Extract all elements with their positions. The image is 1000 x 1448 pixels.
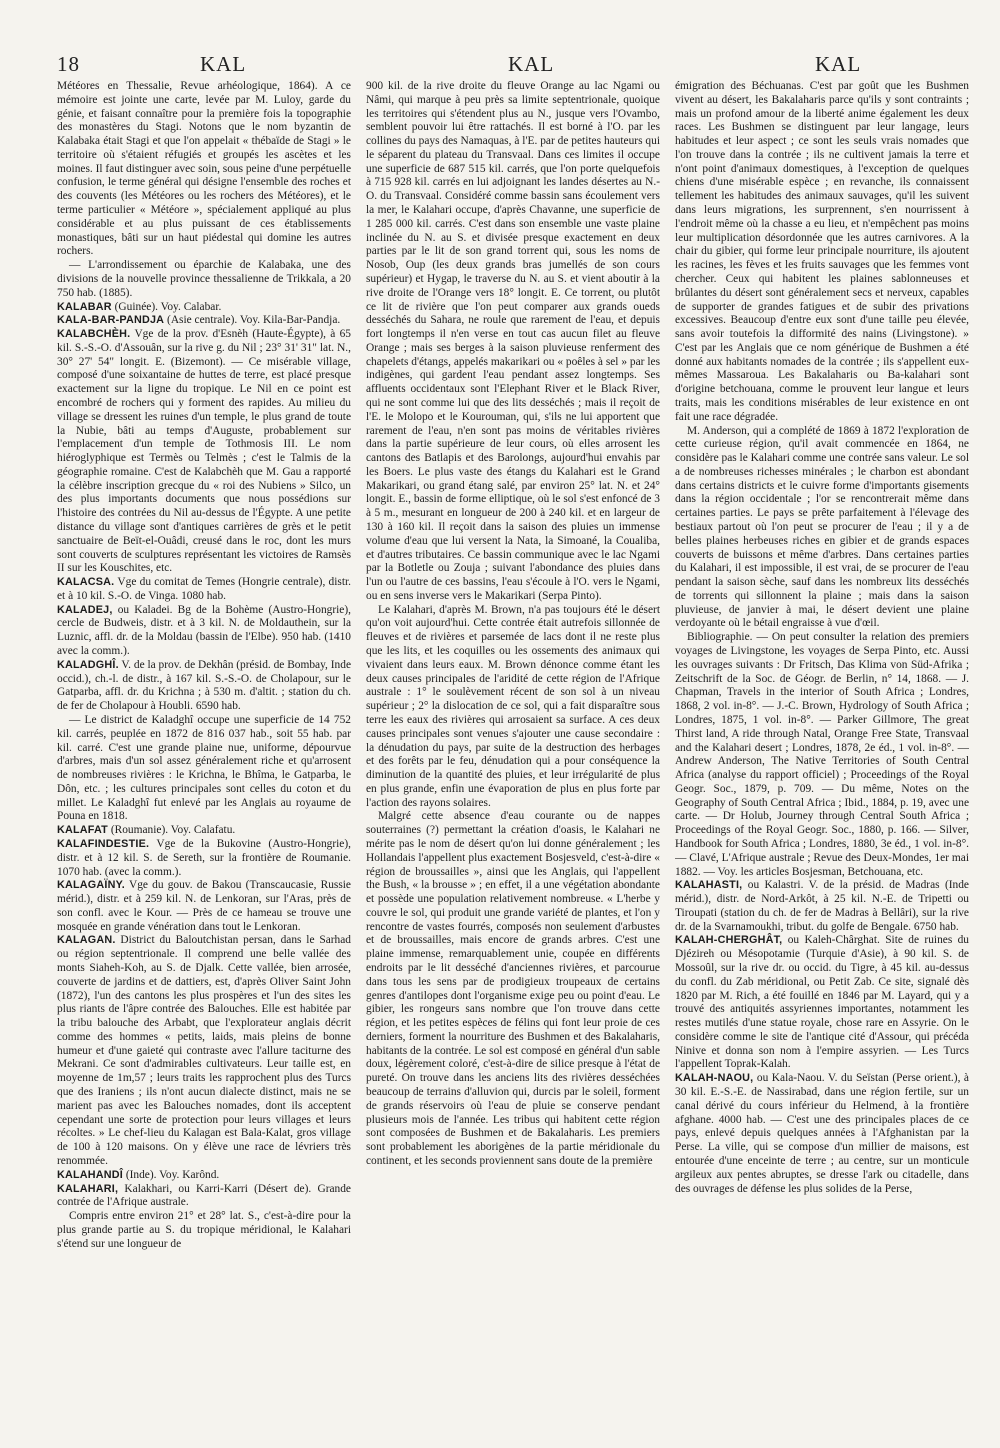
entry-headword: KALADEJ, [57,603,113,616]
entry-headword: KALABAR [57,300,112,313]
dictionary-entry [57,314,351,328]
paragraph [57,714,351,824]
paragraph [57,80,351,259]
entry-text: — L'arrondissement ou éparchie de Kalabaka, une des divisions de la nouvelle province thessalienne de Trikkala, a 20 750 hab. (1885). [57,259,351,299]
entry-headword: KALAFAT [57,824,108,837]
entry-headword: KALAHASTI, [675,879,743,892]
entry-text: Vge du gouv. de Bakou (Transcaucasie, Russie mérid.), distr. et à 259 kil. N. de Lenkoran, sur l'Aras, près de son confl. avec le Kour. — Près de ce hameau se trouve une mosquée en grande vénération dans tout le Lenkoran. [57,879,351,933]
entry-text: Compris entre environ 21° et 28° lat. S., c'est-à-dire pour la plus grande partie au S. du tropique méridional, le Kalahari s'étend sur une longueur de [57,1210,351,1250]
dictionary-entry [675,1072,969,1196]
entry-text: Kalakhari, ou Karri-Karri (Désert de). Grande contrée de l'Afrique australe. [57,1182,351,1209]
entry-text: District du Baloutchistan persan, dans le Sarhad ou région septentrionale. Il comprend une belle vallée des monts Siaheh-Koh, au S. de Djalk. Cette vallée, bien arrosée, couverte de jardins et de dattiers, est, d'après Oliver Saint John (1872), l'un des cantons les plus prospères et l'un des sites les plus riants de l'âpre contrée des Balouches. Elle est habitée par la tribu balouche des Arbabt, que l'explorateur anglais décrit comme des hommes « petits, laids, mais pleins de bonne humeur et d'une gaieté qui contraste avec l'allure taciturne des Mekrani. Ce sont d'admirables cultivateurs. Leur taille est, en moyenne de 1m,57 ; leurs traits les rapprochent plus des Turcs que des Iraniens ; ils n'ont aucun dialecte distinct, mais ne se marient pas avec les Balouches nomades, dont ils acceptent cependant une sorte de protection pour leurs villages et leurs récoltes. » Le chef-lieu du Kalagan est Bala-Kalat, gros village de 100 à 120 maisons. On y élève une race de lévriers très renommée. [57,934,351,1167]
text-column-1 [57,80,351,1420]
paragraph [57,1210,351,1251]
entry-text: V. de la prov. de Dekhân (présid. de Bombay, Inde occid.), ch.-l. de distr., à 167 kil. S.-S.-O. de Cholapour, sur le Gatparba, affl. dr. du Krichna ; à 530 m. d'altit. ; station du ch. de fer de Cholapour à Houbli. 6590 hab. [57,658,351,713]
paragraph [675,80,969,425]
dictionary-entry [57,879,351,934]
entry-headword: KALAH-CHERGHÂT, [675,934,783,947]
paragraph [366,80,660,604]
paragraph [675,425,969,632]
entry-text: Vge du comitat de Temes (Hongrie centrale), distr. et à 10 kil. S.-O. de Vinga. 1080 hab. [57,576,351,602]
running-head-right: KAL [815,52,862,76]
entry-text: (Guinée). Voy. Calabar. [111,300,222,313]
entry-text: — Le district de Kaladghî occupe une superficie de 14 752 kil. carrés, peuplée en 1872 de 816 037 hab., soit 55 hab. par kil. carré. C'est une grande plaine nue, uniforme, dépourvue d'arbres, mais d'un sol assez généralement riche et qu'arrosent de nombreuses rivières : le Krichna, le Bhîma, le Gatparba, le Dôn, etc. ; les cultures principales sont celles du coton et du millet. Le Kaladghî fut enlevé par les Anglais au royaume de Pouna en 1818. [57,713,351,823]
entry-text: ou Kaladei. Bg de la Bohème (Austro-Hongrie), cercle de Budweis, distr. et à 3 kil. N. de Moldauthein, sur la Luznic, affl. dr. de la Moldau (bassin de l'Elbe). 950 hab. (1410 avec la comm.). [57,603,351,658]
dictionary-entry [57,301,351,315]
entry-text: Vge de la Bukovine (Austro-Hongrie), distr. et à 12 kil. S. de Sereth, sur la frontière de Roumanie. 1070 hab. (avec la comm.). [57,837,351,878]
entry-text: Bibliographie. — On peut consulter la relation des premiers voyages de Livingstone, les voyages de Serpa Pinto, etc. Aussi les ouvrages suivants : Dr Fritsch, Das Klima von Süd-Afrika ; Zeitschrift de la Soc. de Géogr. de Berlin, n° 14, 1868. — J. Chapman, Travels in the interior of South Africa ; Londres, 1868, 2 vol. in-8°. — J.-C. Brown, Hydrology of South Africa ; Londres, 1875, 1 vol. in-8°. — Parker Gillmore, The great Thirst land, A ride through Natal, Orange Free State, Transvaal and the Kalahari desert ; Londres, 1878, 2e éd., 1 vol. in-8°. — Andrew Anderson, The Native Territories of South Central Africa (analyse du rapport officiel) ; Proceedings of the Royal Geogr. Soc., 1879, p. 709. — Du même, Notes on the Geography of South Central Africa ; Ibid., 1884, p. 19, avec une carte. — Dr Holub, Journey through Central South Africa ; Proceedings of the Royal Geogr. Soc., 1880, p. 166. — Silver, Handbook for South Africa ; Londres, 1880, 3e éd., 1 vol. in-8°. — Clavé, L'Afrique australe ; Revue des Deux-Mondes, 1er mai 1882. — Voy. les articles Bosjesman, Betchouana, etc. [675,631,969,878]
dictionary-entry [57,1183,351,1211]
paragraph [366,604,660,811]
paragraph [366,810,660,1168]
entry-headword: KALADGHÎ. [57,658,119,671]
dictionary-entry [57,328,351,576]
dictionary-entry [57,576,351,604]
paragraph [675,631,969,879]
dictionary-entry [57,1169,351,1183]
text-column-3 [675,80,969,1420]
entry-headword: KALAHANDÎ [57,1168,123,1181]
entry-text: Météores en Thessalie, Revue arhéologique, 1864). A ce mémoire est jointe une carte, levée par M. Luloy, garde du génie, et faisant connaître pour la première fois la topographie des monastères du Stagi. Notons que le nom byzantin de Kalabaka était Stagi et que l'on appelait « thébaïde de Stagi » le territoire où s'étaient réfugiés et groupés les ascètes et les moines. Il faut distinguer avec soin, sous peine d'une perpétuelle confusion, le terme général qui désigne l'ensemble des roches et des couvents (les Météores ou les rochers des Météores), et le terme particulier « Météore », spécialement appliqué au plus considérable et au plus puissant de ces établissements monastiques, bâti sur un haut piédestal qui domine les autres rochers. [57,80,351,258]
dictionary-entry [57,604,351,659]
entry-text: ou Kalastri. V. de la présid. de Madras (Inde mérid.), distr. de Nord-Arkôt, à 25 kil. N.-E. de Tripetti ou Tiroupati (station du ch. de fer de Madras à Bellâri), sur la rive dr. de la Svarnamoukhi, tribut. du golfe de Bengale. 6750 hab. [675,879,969,933]
entry-headword: KALABCHÈH. [57,328,131,341]
entry-text: Le Kalahari, d'après M. Brown, n'a pas toujours été le désert qu'on voit aujourd'hui. Cette contrée était autrefois sillonnée de fleuves et de rivières et parsemée de lacs dont il ne reste plus que les lits, et les coquilles ou les ossements des animaux qui vivaient dans leurs eaux. M. Brown dénonce comme étant les deux causes principales de l'aridité de cette région de l'Afrique australe : 1° le soulèvement récent de son sol à un niveau supérieur ; 2° la dislocation de ce sol, qui a fait disparaître sous terre les eaux des rivières qui arrosaient sa surface. A ces deux causes principales sont venues s'ajouter une cause secondaire : la dénudation du pays, par suite de la destruction des herbages et des forêts par le feu, dénudation qui a pour conséquence la diminution de la quantité des pluies, et leur irrégularité de plus en plus grande, enfin une évaporation de plus en plus forte par l'action des rayons solaires. [366,603,660,809]
entry-text: M. Anderson, qui a complété de 1869 à 1872 l'exploration de cette curieuse région, qu'il avait commencée en 1864, ne considère pas le Kalahari comme une contrée sans valeur. Le sol a de nombreuses richesses minérales ; le charbon est abondant dans certains districts et le cuivre forme d'importants gisements dans la région occidentale ; l'or se rencontrerait même dans certaines parties. Le pays se prête parfaitement à l'élevage des bestiaux partout où l'on peut se procurer de l'eau ; il y a de belles plaines herbeuses riches en gibier et de grands espaces couverts de buissons et même d'arbres. Dans certaines parties du Kalahari, il est impossible, il est vrai, de se procurer de l'eau pendant la saison sèche, sauf dans les nombreux lits desséchés de torrents qui sillonnent la plaine ; mais dans la saison pluvieuse, de janvier à mai, le désert devient une plaine verdoyante où le bétail engraisse à vue d'œil. [675,424,969,630]
page-number: 18 [57,52,80,76]
entry-headword: KALAHARI, [57,1182,119,1195]
entry-text: Malgré cette absence d'eau courante ou de nappes souterraines (?) permettant la création d'oasis, le Kalahari ne mérite pas le nom de désert qu'on lui donne généralement ; les Hollandais l'appellent plus exactement Bosjesveld, c'est-à-dire « région de broussailles », ainsi que les Anglais, qui l'appellent the Bush, « la brousse » ; en effet, il a une végétation abondante et possède une population relativement nombreuse. « L'herbe y couvre le sol, qui produit une grande variété de plantes, et l'on y rencontre de vastes fourrés, composés non seulement d'arbustes et de broussailles, mais encore de grands arbres. C'est une plaine immense, remarquablement unie, coupée en différents endroits par le lit desséché d'anciennes rivières, et parcourue dans tous les sens par de prodigieux troupeaux de certains genres d'antilopes dont l'organisme exige peu ou point d'eau. Le gibier, les rongeurs sans nombre que l'on trouve dans cette région, et les petites espèces de félins qui font leur proie de ces derniers, forment la nourriture des Bushmen et des Bakalaharis, habitants de la contrée. Le sol est composé en général d'un sable doux, légèrement coloré, c'est-à-dire de silice presque à l'état de pureté. On trouve dans les anciens lits des rivières desséchées beaucoup de terrains d'alluvion qui, durcis par le soleil, forment de grands réservoirs où l'eau de pluie se conserve pendant plusieurs mois de l'année. Les tribus qui habitent cette région sont composées de Bushmen et de Bakalaharis. Les premiers sont probablement les aborigènes de la partie méridionale du continent, et les seconds proviennent sans doute de la première [366,810,660,1167]
dictionary-entry [57,934,351,1168]
entry-text: ou Kaleh-Chârghat. Site de ruines du Djézireh ou Mésopotamie (Turquie d'Asie), à 90 kil. S. de Mossoûl, sur la rive dr. ou occid. du Tigre, à 45 kil. au-dessus du confl. du Zab méridional, ou Petit Zab. Ce site, signalé dès 1820 par M. Rich, a été fouillé en 1846 par M. Layard, qui y a trouvé des antiquités assyriennes importantes, notamment les restes mutilés d'une statue royale, chose rare en Assyrie. On le considère comme le site de l'antique cité d'Assour, qui précéda Ninive et donna son nom à l'empire assyrien. — Les Turcs l'appellent Toprak-Kalah. [675,934,969,1071]
entry-headword: KALACSA. [57,576,115,589]
paragraph [57,259,351,300]
entry-text: émigration des Béchuanas. C'est par goût que les Bushmen vivent au désert, les Bakalaharis parce qu'ils y sont contraints ; mais un profond amour de la liberté anime également les deux races. Les Bushmen se distinguent par leur langage, leurs habitudes et leur aspect ; ce sont les seuls vrais nomades que l'on trouve dans la contrée ; ils ne cultivent jamais la terre et n'ont point d'animaux domestiques, à l'exception de quelques chiens d'une misérable espèce ; en revanche, ils connaissent tellement les habitudes des animaux sauvages, qu'il les suivent dans leurs migrations, les surprennent, s'en nourrissent à l'endroit même où la chasse a eu lieu, et n'empêchent pas moins leur multiplication désordonnée que les autres carnivores. A la chair du gibier, qui forme leur principale nourriture, ils ajoutent les racines, les fèves et les fruits sauvages que les femmes vont chercher. Ceux qui habitent les plaines sablonneuses et brûlantes du désert sont généralement secs et nerveux, capables de supporter de grandes fatigues et de subir des privations excessives. Beaucoup d'entre eux sont d'une taille peu élevée, sans avoir toutefois la difformité des nains (Livingstone). » C'est par les Anglais que ce nom générique de Bushmen a été donné aux habitants nomades de la contrée ; ils s'appellent eux-mêmes Massaroua. Les Bakalaharis ou Ba-kalahari sont d'origine betchouana, comme le prouvent leur langue et leurs traits, mais les conditions misérables de leur existence en ont fait une race dégradée. [675,80,969,423]
running-head-center: KAL [508,52,555,76]
entry-headword: KALAH-NAOU, [675,1072,754,1085]
dictionary-entry [675,879,969,934]
entry-text: Vge de la prov. d'Esnèh (Haute-Égypte), à 65 kil. S.-S.-O. d'Assouân, sur la rive g. du Nil ; 23° 31' 31" lat. N., 30° 27' 54" longit. E. (Bizemont). — Ce misérable village, composé d'une soixantaine de huttes de terre, est placé presque exactement sur la ligne du tropique. Le Nil en ce point est encombré de rochers qui y forment des rapides. Au milieu du village se dressent les ruines d'un temple, le plus grand de toute la Nubie, bâti au temps d'Auguste, probablement sur l'emplacement d'un temple de Tothmosis III. Le nom hiéroglyphique est Termès ou Telmès ; c'est le Talmis de la géographie romaine. C'est de Kalabchèh que M. Gau a rapporté la célèbre inscription grecque du « roi des Nubiens » Silco, un des plus importants documents que nous possédions sur l'histoire des contrées du Nil au-dessus de l'Égypte. A une petite distance du village sont d'antiques carrières de grès et le petit sanctuaire de Beït-el-Ouâdi, creusé dans le roc, dont les murs sont couverts de sculptures représentant les victoires de Ramsès II sur les Kouschites, etc. [57,328,351,575]
entry-text: (Asie centrale). Voy. Kila-Bar-Pandja. [164,314,341,327]
text-column-2 [366,80,660,1420]
running-head-left: KAL [200,52,247,76]
dictionary-entry [675,934,969,1072]
entry-headword: KALAGAN. [57,934,116,947]
entry-headword: KALA-BAR-PANDJA [57,314,165,327]
entry-headword: KALAFINDESTIE. [57,837,150,850]
entry-text: ou Kala-Naou. V. du Seïstan (Perse orient.), à 30 kil. E.-S.-E. de Nassirabad, dans une région fertile, sur un canal dérivé du cours inférieur du Helmend, à la frontière afghane. 4000 hab. — C'est une des principales places de ce pays, enlevé depuis quelques années à l'Afghanistan par la Perse. La ville, qui se compose d'un millier de maisons, est entourée d'une enceinte de terre ; au centre, sur un monticule argileux aux pentes abruptes, se dresse l'ark ou citadelle, dans des ouvrages de défense les plus solides de la Perse, [675,1072,969,1195]
dictionary-entry [57,659,351,714]
dictionary-entry [57,824,351,838]
entry-headword: KALAGAÏNY. [57,879,125,892]
dictionary-entry [57,838,351,879]
entry-text: 900 kil. de la rive droite du fleuve Orange au lac Ngami ou Nâmi, qui marque à peu près sa limite septentrionale, quoique les territoires qui s'étendent plus au N., jusque vers l'Ovambo, semblent pouvoir lui être rattachés. Il est borné à l'O. par les collines du pays des Namaquas, à l'E. par de petites hauteurs qui le séparent du plateau du Transvaal. Dans ces limites il occupe une superficie de 687 515 kil. carrés, que l'on porte quelquefois à 715 928 kil. carrés en lui adjoignant les landes désertes au N.-O. du Transvaal. Considéré comme bassin sans écoulement vers la mer, le Kalahari occupe, d'après Chavanne, une superficie de 1 285 000 kil. carrés. C'est dans son ensemble une vaste plaine inclinée du N. au S. et divisée presque exactement en deux parties par le lit de son grand torrent qui, sous les noms de Nosob, Oup (les deux grands bras jumellés de son cours supérieur) et Hygap, le traverse du N. au S. et vient aboutir à la rive droite de l'Orange vers 18° longit. E. Ce torrent, ou plutôt ce lit de rivière que l'on peut comparer aux grands oueds desséchés du Sahara, ne roule que rarement de l'eau, et depuis fort longtemps il n'en verse en tout cas aucun filet au fleuve Orange ; mais ses berges à la saison pluvieuse renferment des chapelets d'étangs, appelés makarikari ou « poêles à sel » par les indigènes, qui gardent l'eau pendant assez longtemps. Ses affluents occidentaux sont l'Elephant River et le Black River, qui ne sont comme lui que des lits desséchés ; mais il reçoit de l'E. le Molopo et le Kourouman, qui, s'ils ne lui apportent que rarement de l'eau, n'en sont pas moins de véritables rivières dans la partie supérieure de leur cours, où elles arrosent les cantons des Batlapis et des Barolongs, aujourd'hui envahis par les Boers. Le plus vaste des étangs du Kalahari est le Grand Makarikari, ou grand étang salé, par environ 25° lat. N. et 24° longit. E., bassin de forme elliptique, où le sol s'est enfoncé de 3 à 5 m., mesurant en longueur de 200 à 240 kil. et en largeur de 130 à 160 kil. Il reçoit dans la saison des pluies un immense volume d'eau que lui versent la Nata, la Simoané, la Coualiba, et d'autres tributaires. Ce bassin communique avec le lac Ngami par la Botletle ou Zouja ; suivant l'abondance des pluies dans l'un ou l'autre de ces bassins, l'eau s'écoule à l'O. vers le Ngami, ou en sens inverse vers le Makarikari (Serpa Pinto). [366,80,660,602]
entry-text: (Inde). Voy. Karônd. [122,1168,220,1181]
entry-text: (Roumanie). Voy. Calafatu. [107,824,236,837]
